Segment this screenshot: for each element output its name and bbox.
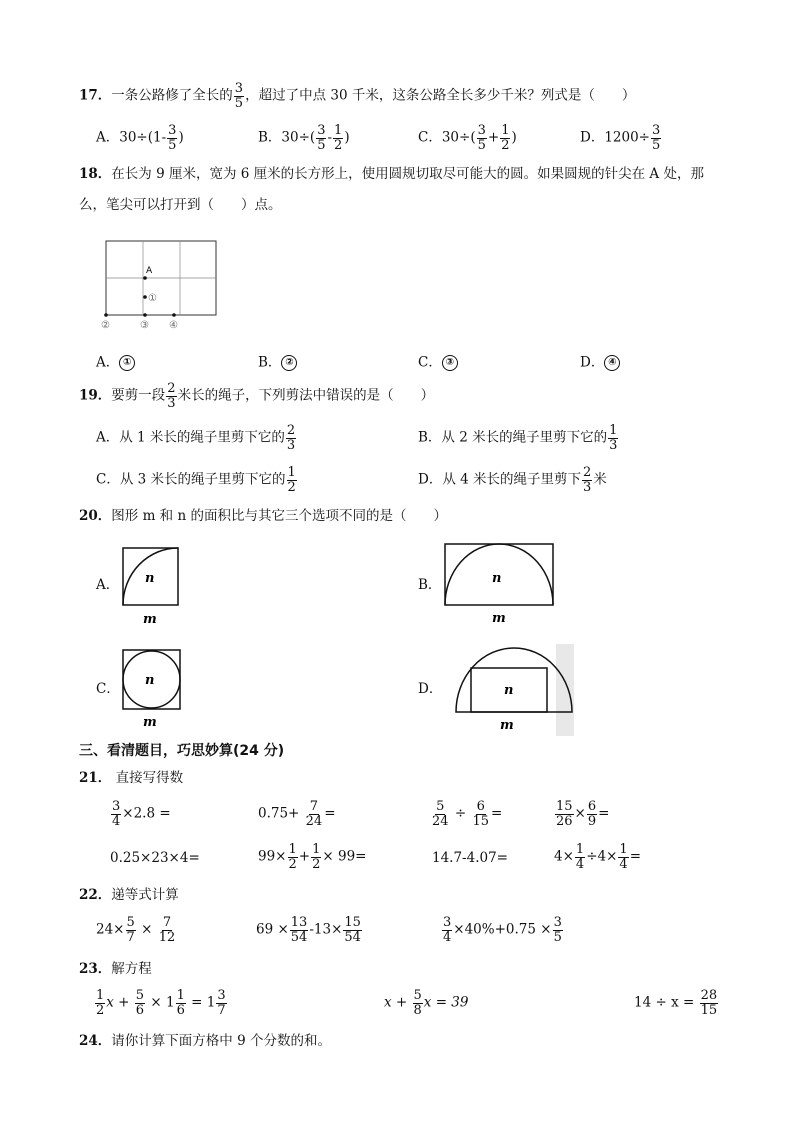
region-m-label: m	[500, 718, 514, 733]
q17-option-a[interactable]: A．30÷(1- $\frac{3}{5}$ )	[96, 123, 184, 153]
point-4-label: ④	[169, 320, 178, 331]
q22-item-2: 69 × $\frac{13}{54}$ -13× $\frac{15}{54}$	[256, 915, 361, 945]
q21-item-5: 0.25×23×4=	[110, 850, 200, 866]
fraction: $\frac{2}{3}$	[583, 465, 592, 495]
fraction: $\frac{1}{3}$	[609, 423, 618, 453]
q19-option-a[interactable]: A．从 1 米长的绳子里剪下它的 $\frac{2}{3}$	[96, 423, 296, 453]
q21-item-8: 4× $\frac{1}{4}$ ÷4× $\frac{1}{4}$ =	[554, 842, 641, 872]
q20-figure-b	[440, 540, 558, 626]
section-3-title: 三、看清题目，巧思妙算(24 分)	[79, 743, 285, 759]
q17-option-d[interactable]: D．1200÷ $\frac{3}{5}$	[580, 123, 661, 153]
q18-option-d[interactable]: D． ④	[580, 355, 620, 371]
q18-stem-line2: 么，笔尖可以打开到（ ）点。	[79, 197, 282, 213]
fraction: $\frac{3}{5}$	[234, 81, 244, 111]
point-1-label: ①	[148, 293, 157, 304]
q21-item-3: $\frac{5}{24}$ ÷ $\frac{6}{15}$ =	[432, 799, 503, 829]
region-n-label: n	[145, 571, 155, 586]
circled-4-icon: ④	[604, 355, 620, 371]
q20-figure-d	[448, 644, 574, 736]
q23-equation-1: $\frac{1}{2}$ x + $\frac{5}{6}$ × 1 $\frac{1}{6}$ = 1 $\frac{3}{7}$	[96, 988, 226, 1018]
q19-option-d[interactable]: D．从 4 米长的绳子里剪下 $\frac{2}{3}$ 米	[418, 465, 607, 495]
q21-item-2: 0.75+ $\frac{7}{24}$ =	[258, 799, 336, 829]
point-3-dot	[143, 313, 147, 317]
q19-stem: 19．要剪一段 $\frac{2}{3}$ 米长的绳子，下列剪法中错误的是（ ）	[79, 381, 435, 411]
fraction: $\frac{3}{5}$	[317, 123, 326, 153]
fraction: $\frac{3}{5}$	[477, 123, 486, 153]
point-1-dot	[143, 295, 147, 299]
fraction: $\frac{2}{3}$	[286, 423, 296, 453]
point-a-dot	[143, 276, 147, 280]
q23-equation-2: x + $\frac{5}{8}$ x = 39	[384, 988, 469, 1018]
q20-option-a-label[interactable]: A．	[96, 577, 120, 593]
q23-title: 23．解方程	[79, 961, 152, 977]
fraction: $\frac{1}{2}$	[287, 465, 296, 495]
circled-2-icon: ②	[281, 355, 297, 371]
fraction: $\frac{1}{2}$	[334, 123, 343, 153]
region-n-label: n	[492, 571, 502, 586]
region-m-label: m	[492, 611, 506, 626]
q18-grid-figure	[98, 236, 222, 332]
q20-stem: 20．图形 m 和 n 的面积比与其它三个选项不同的是（ ）	[79, 508, 447, 524]
q20-option-b-label[interactable]: B．	[418, 577, 442, 593]
q20-figure-c	[118, 646, 184, 730]
region-n-label: n	[145, 673, 155, 688]
q19-option-b[interactable]: B．从 2 米长的绳子里剪下它的 $\frac{1}{3}$	[418, 423, 618, 453]
point-2-label: ②	[101, 320, 110, 331]
region-n-label: n	[504, 683, 514, 698]
q17-option-b[interactable]: B．30÷( $\frac{3}{5}$ - $\frac{1}{2}$ )	[258, 123, 350, 153]
q22-item-1: 24× $\frac{5}{7}$ × $\frac{7}{12}$	[96, 915, 176, 945]
point-3-label: ③	[140, 320, 149, 331]
fraction: $\frac{2}{3}$	[167, 381, 176, 411]
circled-3-icon: ③	[442, 355, 458, 371]
q18-option-a[interactable]: A． ①	[96, 355, 135, 371]
q18-option-c[interactable]: C． ③	[418, 355, 458, 371]
q21-item-7: 14.7-4.07=	[432, 850, 508, 866]
q17-stem: 17．一条公路修了全长的 $\frac{3}{5}$ ，超过了中点 30 千米，这条公路全长多少千米？列式是（ ）	[79, 81, 636, 111]
point-4-dot	[172, 313, 176, 317]
region-m-label: m	[143, 612, 157, 626]
point-a-label: A	[146, 266, 153, 276]
q19-option-c[interactable]: C．从 3 米长的绳子里剪下它的 $\frac{1}{2}$	[96, 465, 296, 495]
q23-equation-3: 14 ÷ x = $\frac{28}{15}$	[634, 988, 718, 1018]
q17-option-c[interactable]: C．30÷( $\frac{3}{5}$ + $\frac{1}{2}$ )	[418, 123, 517, 153]
q18-option-b[interactable]: B． ②	[258, 355, 297, 371]
q21-item-4: $\frac{15}{26}$ × $\frac{6}{9}$ =	[556, 799, 610, 829]
q22-item-3: $\frac{3}{4}$ ×40%+0.75 × $\frac{3}{5}$	[443, 915, 562, 945]
region-m-label: m	[143, 715, 157, 730]
point-2-dot	[104, 313, 108, 317]
q18-stem-line1: 18．在长为 9 厘米，宽为 6 厘米的长方形上，使用圆规切取尽可能大的圆。如果圆规的针尖在 A 处，那	[79, 166, 704, 182]
fraction: $\frac{3}{5}$	[168, 123, 177, 153]
fraction: $\frac{3}{5}$	[652, 123, 661, 153]
q20-option-d-label[interactable]: D．	[418, 681, 443, 697]
q20-figure-a	[118, 544, 184, 626]
q21-title: 21． 直接写得数	[79, 770, 184, 786]
q21-item-1: $\frac{3}{4}$ ×2.8 =	[112, 799, 171, 829]
circled-1-icon: ①	[119, 355, 135, 371]
q21-item-6: 99× $\frac{1}{2}$ + $\frac{1}{2}$ × 99=	[258, 842, 367, 872]
q22-title: 22．递等式计算	[79, 887, 179, 903]
q24-stem: 24．请你计算下面方格中 9 个分数的和。	[79, 1033, 331, 1049]
fraction: $\frac{1}{2}$	[501, 123, 510, 153]
q20-option-c-label[interactable]: C．	[96, 681, 120, 697]
